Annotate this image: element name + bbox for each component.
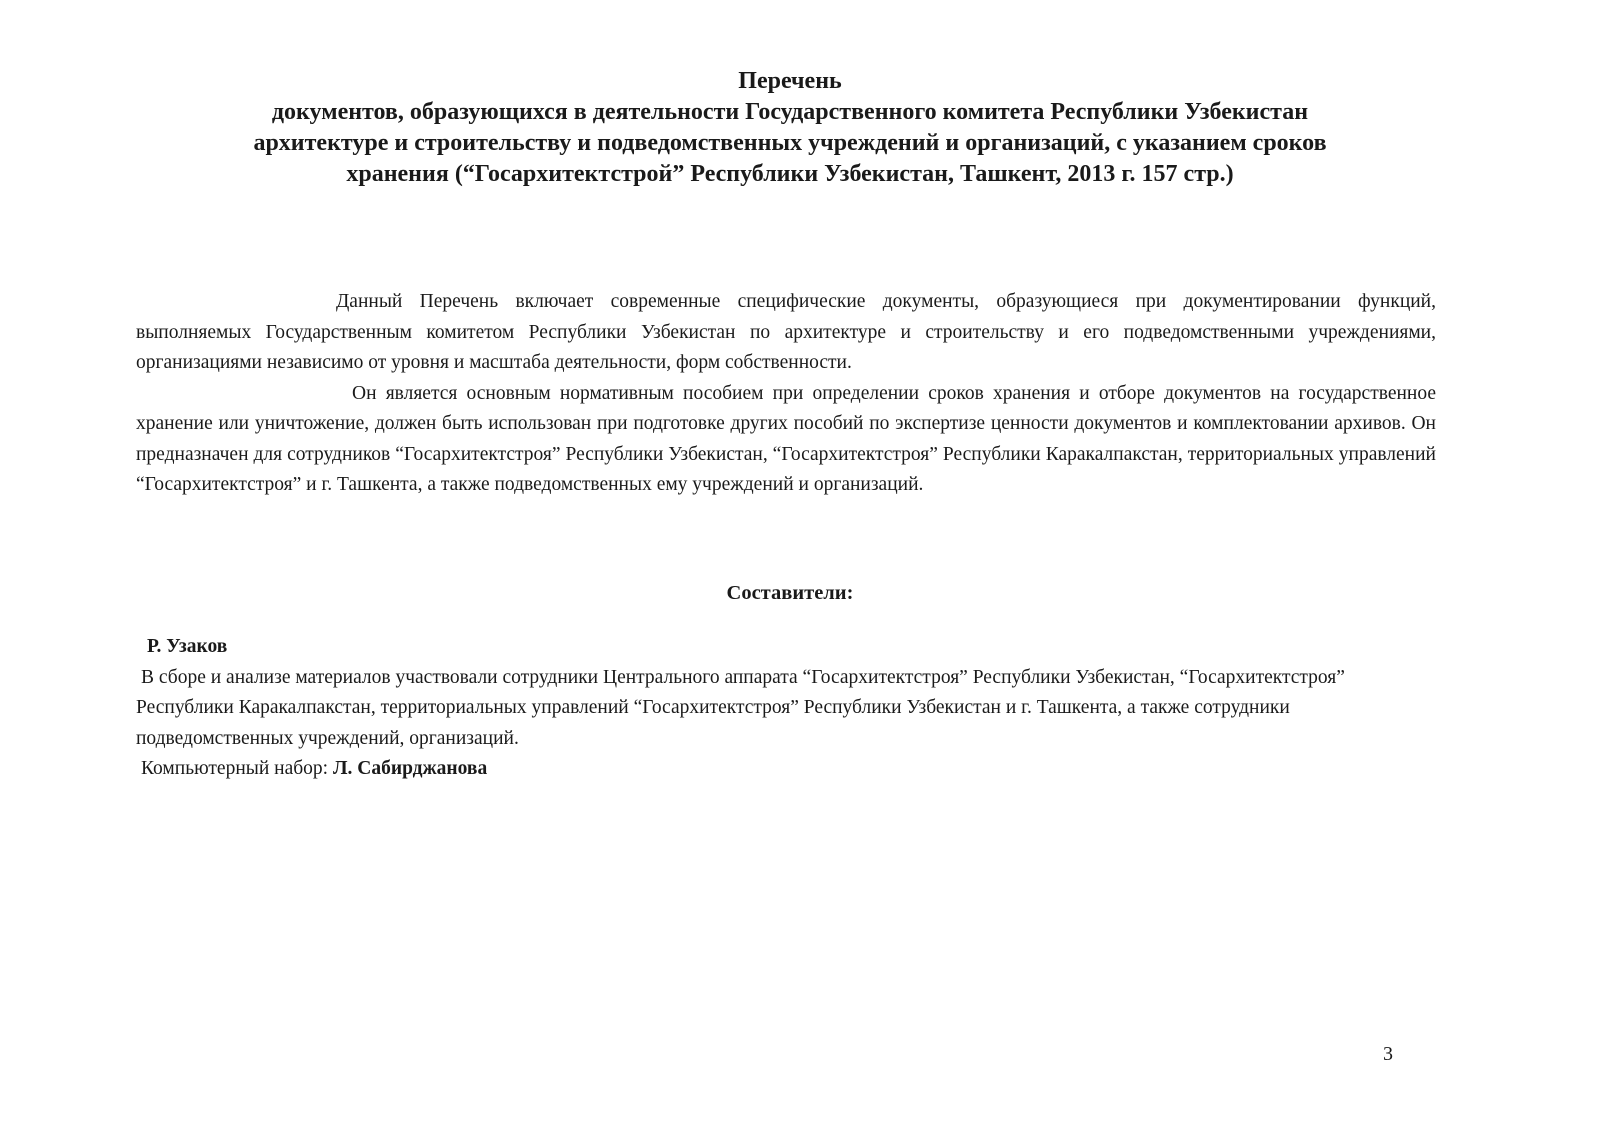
typesetting-credit bbox=[136, 754, 1436, 785]
title-line-1: Перечень bbox=[738, 68, 842, 94]
document-title bbox=[130, 66, 1450, 190]
typeset-name: Л. Сабирджанова bbox=[332, 758, 488, 779]
intro-paragraph-1: Данный Перечень включает современные специфические документы, образующиеся при документировании функций, выполняемых Государственным комитетом Республики Узбекистан по архитектуре и строительству и его подведомственными учреждениями, организациями независимо от уровня и масштаба деятельности, форм собственности. bbox=[136, 291, 1436, 373]
author-name: Р. Узаков bbox=[147, 636, 228, 657]
title-line-4: хранения (“Госархитектстрой” Республики Узбекистан, Ташкент, 2013 г. 157 стр.) bbox=[346, 161, 1234, 187]
typeset-label: Компьютерный набор: bbox=[141, 758, 333, 779]
title-line-2: документов, образующихся в деятельности Государственного комитета Республики Узбекистан bbox=[271, 99, 1309, 125]
intro-paragraph-2: Он является основным нормативным пособием при определении сроков хранения и отборе документов на государственное хранение или уничтожение, должен быть использован при подготовке других пособий по экспертизе ценности документов и комплектовании архивов. Он предназначен для сотрудников “Госархитектстроя” Республики Узбекистан, “Госархитектстроя” Республики Каракалпакстан, территориальных управлений “Госархитектстроя” и г. Ташкента, а также подведомственных ему учреждений и организаций. bbox=[136, 382, 1436, 495]
introduction bbox=[136, 287, 1436, 501]
contributors-note: В сборе и анализе материалов участвовали сотрудники Центрального аппарата “Госархитектстроя” Республики Узбекистан, “Госархитектстроя” Республики Каракалпакстан, территориальных управлений “Госархитектстроя” Республики Узбекистан и г. Ташкента, а также сотрудники подведомственных учреждений, организаций. bbox=[136, 666, 1345, 749]
compilers-heading: Составители: bbox=[726, 582, 854, 604]
page-number: 3 bbox=[1383, 1043, 1393, 1065]
title-line-3: архитектуре и строительству и подведомственных учреждений и организаций, с указанием сроков bbox=[253, 130, 1327, 156]
compilers-section bbox=[136, 632, 1436, 785]
